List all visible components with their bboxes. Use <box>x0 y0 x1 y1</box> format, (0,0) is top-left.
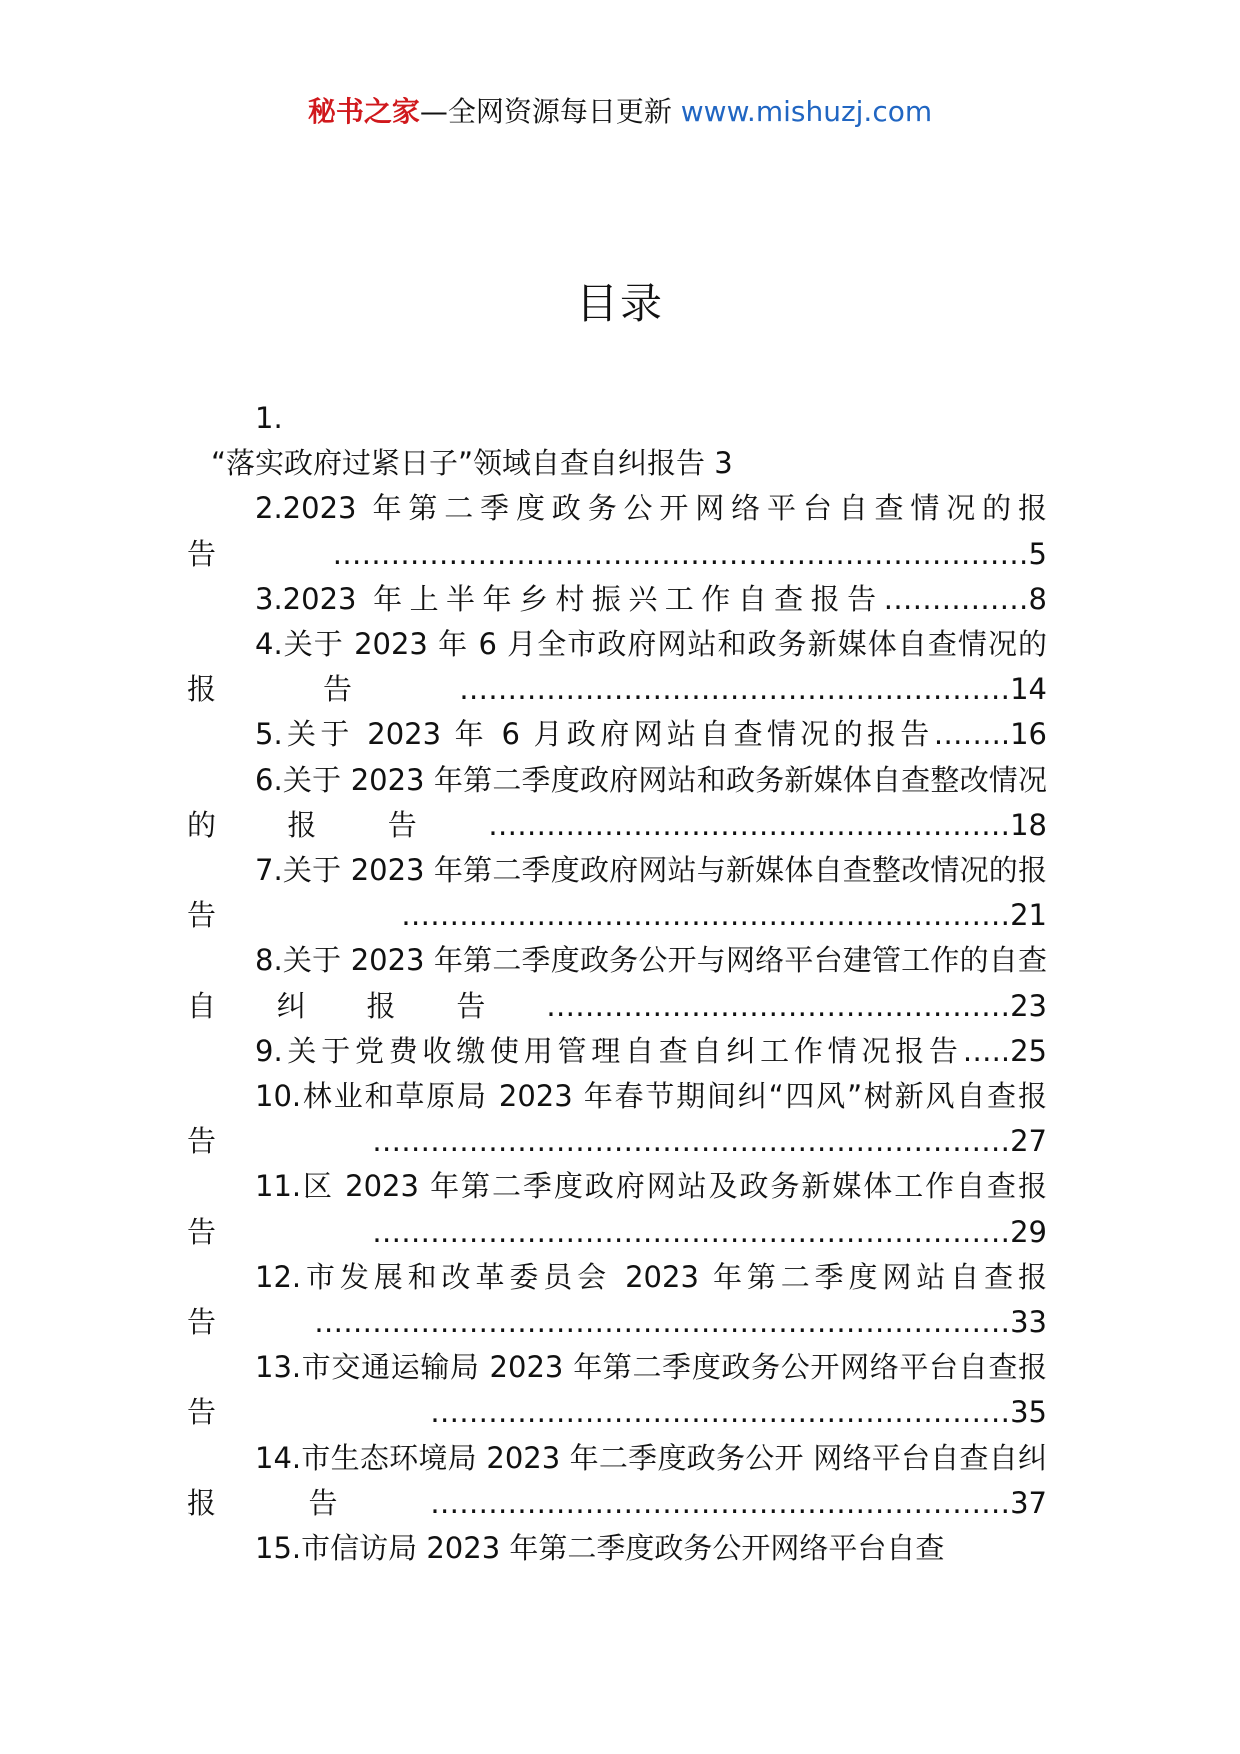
toc-entry-4[interactable]: 4.关于 2023 年 6 月全市政府网站和政务新媒体自查情况的报告…………………………………………………14 <box>187 627 1047 707</box>
toc-entry-6[interactable]: 6.关于 2023 年第二季度政府网站和政务新媒体自查整改情况的报告………………………………………………18 <box>187 762 1047 842</box>
page-header <box>0 92 1240 132</box>
website-link[interactable]: www.mishuzj.com <box>680 95 933 128</box>
toc-entry-11[interactable]: 11.区 2023 年第二季度政府网站及政务新媒体工作自查报告…………………………………………………………29 <box>187 1169 1047 1249</box>
toc-entry-2[interactable]: 2.2023 年第二季度政务公开网络平台自查情况的报告………………………………………………………………5 <box>187 491 1047 571</box>
toc-entry-10[interactable]: 10.林业和草原局 2023 年春节期间纠“四风”树新风自查报告…………………………………………………………27 <box>187 1079 1047 1159</box>
header-slogan: —全网资源每日更新 <box>419 95 681 128</box>
toc-entry-text: “落实政府过紧日子”领域自查自纠报告 3 <box>211 446 733 481</box>
toc-entry-number: 1. <box>255 401 283 435</box>
toc-entry-14[interactable]: 14.市生态环境局 2023 年二季度政务公开 网络平台自查自纠报告……………………………………………………37 <box>187 1440 1048 1520</box>
page-title: 目录 <box>575 279 664 328</box>
toc-entry-1[interactable] <box>187 396 1047 486</box>
toc-entry-3[interactable]: 3.2023 年上半年乡村振兴工作自查报告……………8 <box>255 581 1047 616</box>
toc-entry-7[interactable]: 7.关于 2023 年第二季度政府网站与新媒体自查整改情况的报告………………………………………………………21 <box>187 853 1047 933</box>
brand-name: 秘书之家 <box>307 95 420 128</box>
toc-entry-5[interactable]: 5.关于 2023 年 6 月政府网站自查情况的报告……..16 <box>255 717 1047 752</box>
toc-entry-9[interactable]: 9.关于党费收缴使用管理自查自纠工作情况报告…..25 <box>255 1033 1047 1068</box>
toc-entry-8[interactable]: 8.关于 2023 年第二季度政务公开与网络平台建管工作的自查自纠报告…………………………………………23 <box>187 943 1047 1023</box>
table-of-contents <box>187 396 1047 1571</box>
toc-entry-12[interactable]: 12.市发展和改革委员会 2023 年第二季度网站自查报告………………………………………………………………33 <box>187 1259 1047 1340</box>
toc-entry-13[interactable]: 13.市交通运输局 2023 年第二季度政务公开网络平台自查报告……………………………………………………35 <box>187 1350 1047 1430</box>
toc-entry-15[interactable]: 15.市信访局 2023 年第二季度政务公开网络平台自查 <box>255 1531 945 1566</box>
